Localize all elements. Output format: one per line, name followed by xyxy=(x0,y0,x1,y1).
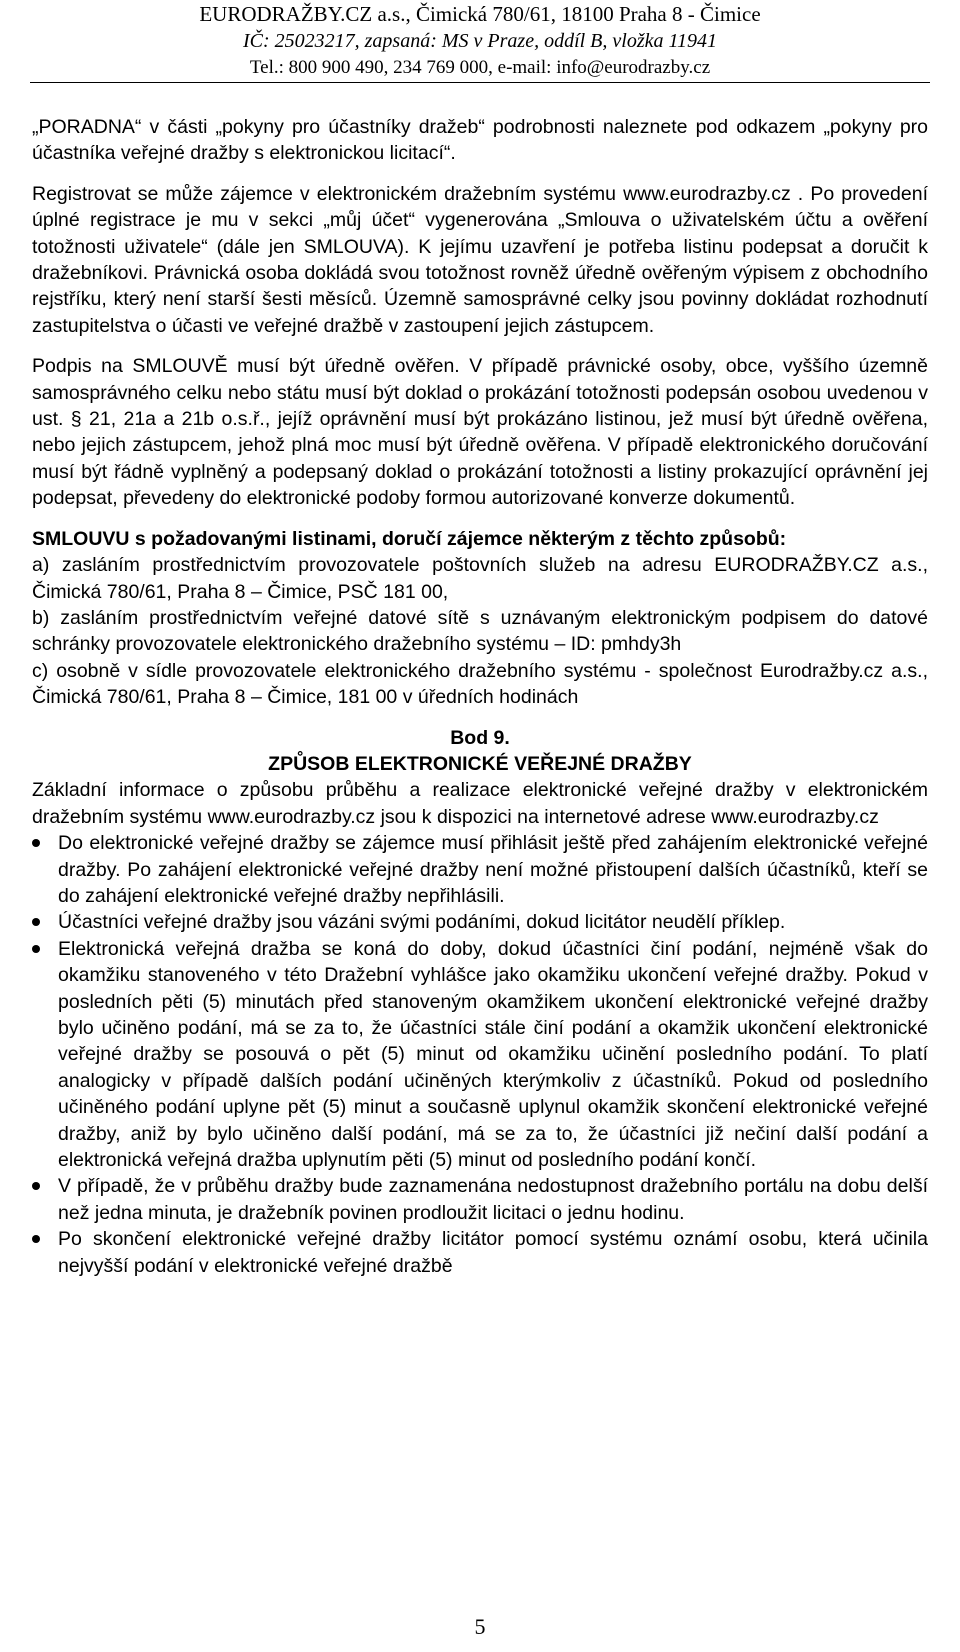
bullet-icon xyxy=(32,1182,40,1190)
page-number: 5 xyxy=(474,1614,486,1639)
letterhead-registration-line: IČ: 25023217, zapsaná: MS v Praze, oddíl B, vložka 11941 xyxy=(242,30,718,52)
bullet-icon xyxy=(32,945,40,953)
bullet-icon xyxy=(32,918,40,926)
delivery-method-b: b) zasláním prostřednictvím veřejné datové sítě s uznávaným elektronickým podpisem do datové schránky provozovatele elektronického dražebního systému – ID: pmhdy3h xyxy=(32,606,928,656)
paragraph-registration: Registrovat se může zájemce v elektronickém dražebním systému www.eurodrazby.cz . Po provedení úplné registrace je mu v sekci „můj účet“ vygenerována „Smlouva o uživatelském účtu a ověření totožnosti uživatele“ (dále jen SMLOUVA). K jejímu uzavření je potřeba listinu podepsat a doručit k dražebníkovi. Právnická osoba dokládá svou totožnost rovněž úředně ověřeným výpisem z obchodního rejstříku, který není starší šesti měsíců. Územně samosprávné celky jsou povinny dokládat rozhodnutí zastupitelstva o účasti ve veřejné dražbě v zastoupení jejich zástupcem. xyxy=(32,182,928,337)
delivery-method-a: a) zasláním prostřednictvím provozovatele poštovních služeb na adresu EURODRAŽBY.CZ a.s., Čimická 780/61, Praha 8 – Čimice, PSČ 181 00, xyxy=(32,554,928,603)
list-item: Účastníci veřejné dražby jsou vázáni svými podáními, dokud licitátor neudělí příklep. xyxy=(32,909,928,935)
list-item: Do elektronické veřejné dražby se zájemce musí přihlásit ještě před zahájením elektronické veřejné dražby. Po zahájení elektronické veřejné dražby není možné přistoupení dalších účastníků, kteří se do zahájení elektronické veřejné dražby nepřihlásili. xyxy=(32,830,928,909)
document-body xyxy=(32,114,928,1279)
delivery-method-c: c) osobně v sídle provozovatele elektronického dražebního systému - společnost Eurodražby.cz a.s., Čimická 780/61, Praha 8 – Čimice, 181 00 v úředních hodinách xyxy=(32,659,928,709)
paragraph-basic-info: Základní informace o způsobu průběhu a realizace elektronické veřejné dražby v elektronickém dražebním systému www.eurodrazby.cz jsou k dispozici na internetové adrese www.eurodrazby.cz xyxy=(32,779,928,828)
bullet-icon xyxy=(32,1235,40,1243)
section-number: Bod 9. xyxy=(450,726,510,749)
letterhead-company-line: EURODRAŽBY.CZ a.s., Čimická 780/61, 18100 Praha 8 - Čimice xyxy=(199,2,761,26)
auction-rules-list xyxy=(32,830,928,1279)
bullet-icon xyxy=(32,839,40,847)
header-divider xyxy=(30,82,930,83)
paragraph-signature: Podpis na SMLOUVĚ musí být úředně ověřen. V případě právnické osoby, obce, vyššího územně samosprávného celku nebo státu musí být doklad o prokázání totožnosti podepsán osobou uvedenou v ust. § 21, 21a a 21b o.s.ř., jejíž oprávnění musí být prokázáno listinou, jež musí být úředně ověřena, nebo jejich zástupcem, jehož plná moc musí být úředně ověřena. V případě elektronického doručování musí být řádně vyplněný a podepsaný doklad o prokázání totožnosti a listiny prokazující oprávnění jej podepsat, převedeny do elektronické podoby formou autorizované konverze dokumentů. xyxy=(32,355,928,510)
list-item: Elektronická veřejná dražba se koná do doby, dokud účastníci činí podání, nejméně však do okamžiku stanoveného v této Dražební vyhlášce jako okamžiku ukončení veřejné dražby. Pokud v posledních pěti (5) minutách před stanoveným okamžikem ukončení elektronické veřejné dražby bylo učiněno podání, má se za to, že účastníci stále činí podání a okamžik ukončení elektronické veřejné dražby se posouvá o pět (5) minut od okamžiku učinění posledního podání. To platí analogicky v případě dalších podání učiněných kterýmkoliv z účastníků. Pokud od posledního učiněného podání uplyne pět (5) minut a současně uplynul okamžik skončení elektronické veřejné dražby, aniž by bylo učiněno další podání, má se za to, že účastníci již nečiní další podání a elektronická veřejná dražba uplynutím pěti (5) minut od posledního podání končí. xyxy=(32,936,928,1174)
paragraph-poradna: „PORADNA“ v části „pokyny pro účastníky dražeb“ podrobnosti naleznete pod odkazem „pokyny pro účastníka veřejné dražby s elektronickou licitací“. xyxy=(32,116,928,165)
letterhead-contact-line: Tel.: 800 900 490, 234 769 000, e-mail: info@eurodrazby.cz xyxy=(249,57,711,78)
section-title: ZPŮSOB ELEKTRONICKÉ VEŘEJNÉ DRAŽBY xyxy=(268,752,692,775)
list-item: Po skončení elektronické veřejné dražby licitátor pomocí systému oznámí osobu, která učinila nejvyšší podání v elektronické veřejné dražbě xyxy=(32,1226,928,1279)
list-item: V případě, že v průběhu dražby bude zaznamenána nedostupnost dražebního portálu na dobu delší než jedna minuta, je dražebník povinen prodloužit licitaci o jednu hodinu. xyxy=(32,1173,928,1226)
delivery-methods-heading: SMLOUVU s požadovanými listinami, doručí zájemce některým z těchto způsobů: xyxy=(32,527,787,550)
